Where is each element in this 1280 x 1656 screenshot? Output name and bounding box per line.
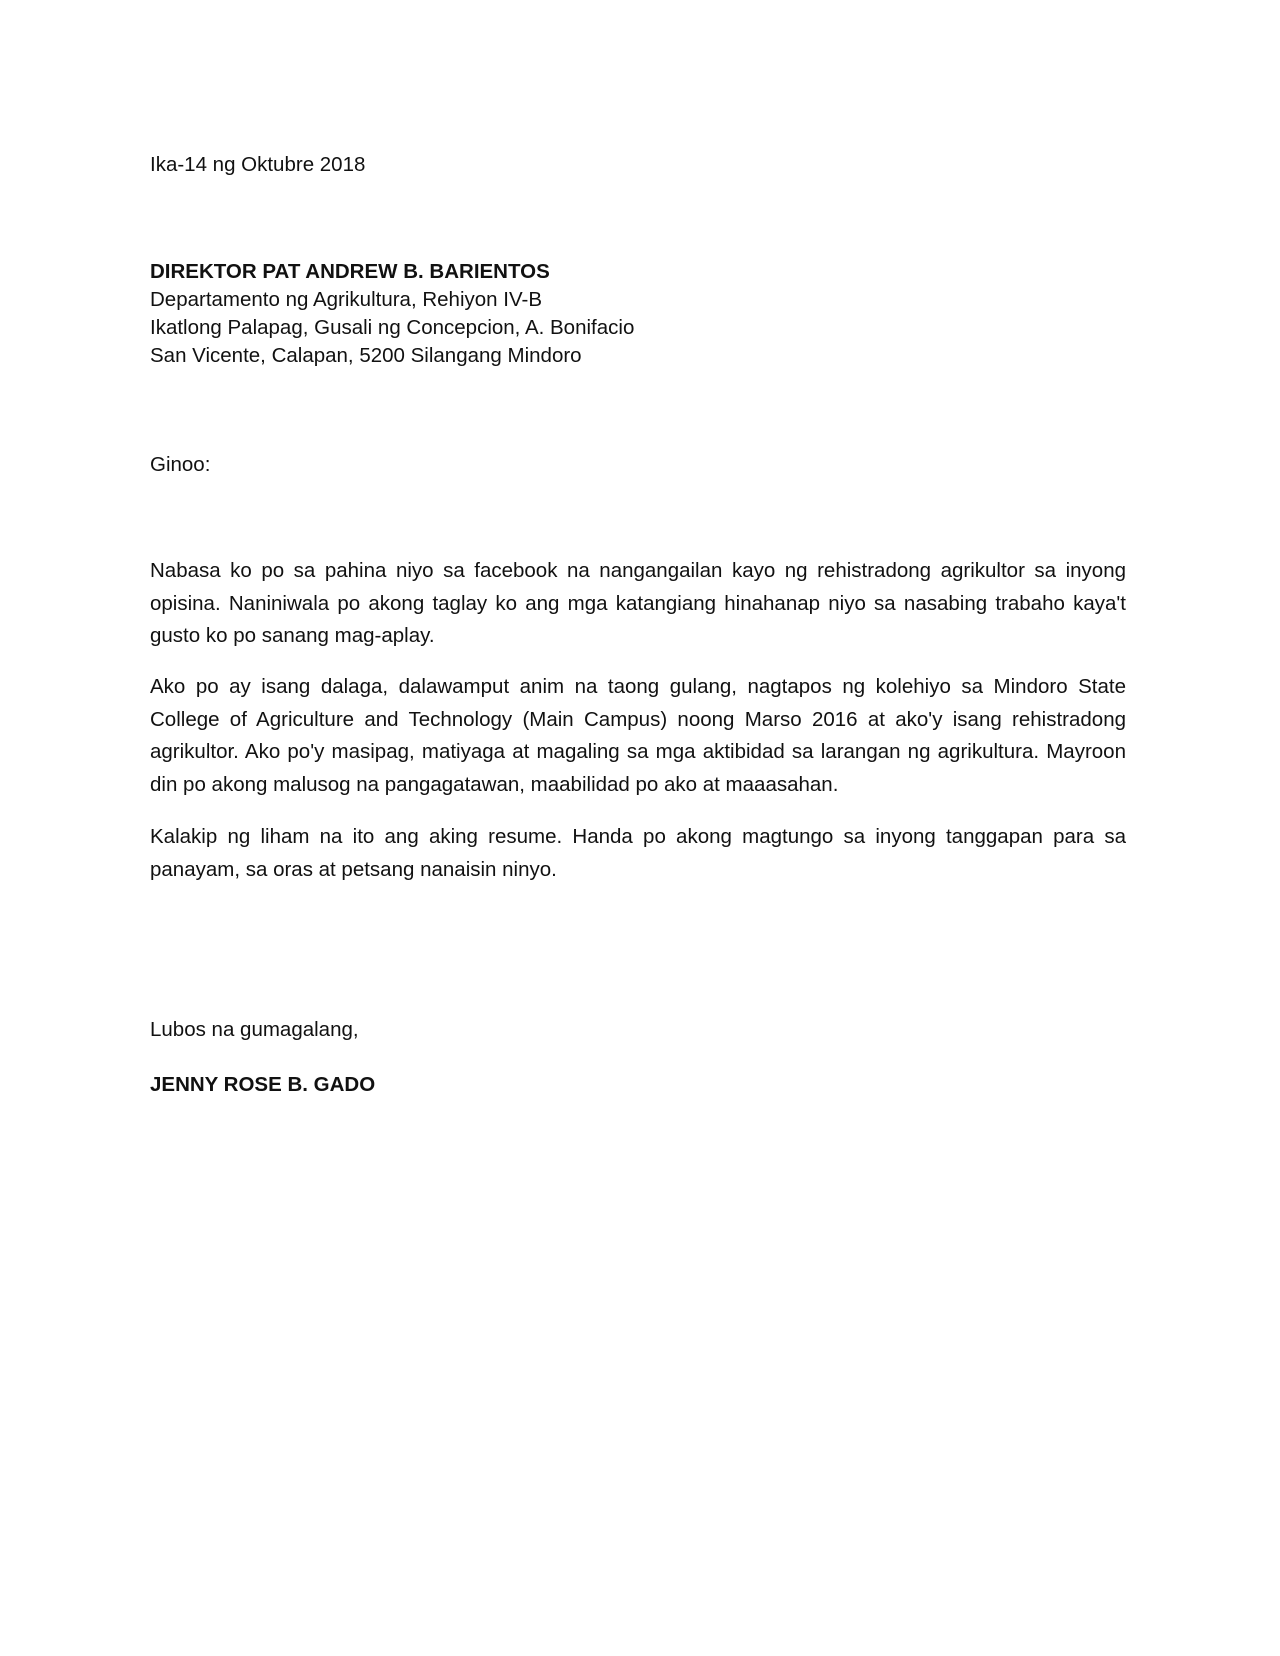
body-paragraph-3: Kalakip ng liham na ito ang aking resume. Handa po akong magtungo sa inyong tanggapan para sa panayam, sa oras at petsang nanaisin ninyo. — [150, 825, 1126, 881]
closing: Lubos na gumagalang, — [150, 1018, 359, 1041]
body-paragraph-1: Nabasa ko po sa pahina niyo sa facebook na nangangailan kayo ng rehistradong agrikultor sa inyong opisina. Naniniwala po akong taglay ko ang mga katangiang hinahanap niyo sa nasabing trabaho kaya't gusto ko po sanang mag-aplay. — [150, 559, 1126, 647]
letter-date: Ika-14 ng Oktubre 2018 — [150, 153, 366, 176]
salutation: Ginoo: — [150, 453, 211, 476]
recipient-address-line-2: Ikatlong Palapag, Gusali ng Concepcion, A. Bonifacio — [150, 316, 635, 339]
recipient-name: DIREKTOR PAT ANDREW B. BARIENTOS — [150, 260, 550, 283]
body-paragraph-2: Ako po ay isang dalaga, dalawamput anim na taong gulang, nagtapos ng kolehiyo sa Mindoro State College of Agriculture and Technology (Main Campus) noong Marso 2016 at ako'y isang rehistradong agrikultor. Ako po'y masipag, matiyaga at magaling sa mga aktibidad sa larangan ng agrikultura. Mayroon din po akong malusog na pangagatawan, maabilidad po ako at maaasahan. — [150, 675, 1126, 796]
recipient-address-line-1: Departamento ng Agrikultura, Rehiyon IV-B — [150, 288, 542, 311]
recipient-address-line-3: San Vicente, Calapan, 5200 Silangang Mindoro — [150, 344, 582, 367]
signature-name: JENNY ROSE B. GADO — [150, 1073, 376, 1096]
